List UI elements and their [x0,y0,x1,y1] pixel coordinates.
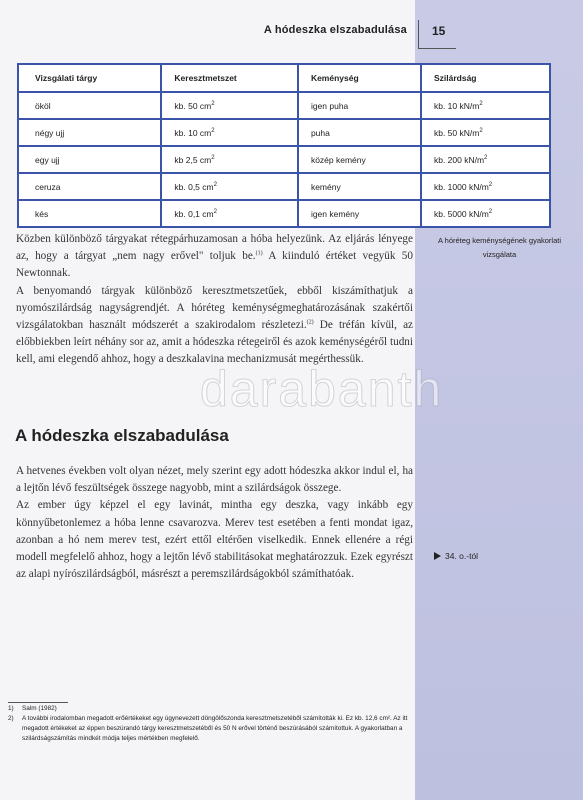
section-heading: A hódeszka elszabadulása [15,426,229,445]
footnote: 1) Salm (1982) [8,705,57,712]
cell-area: kb 2,5 $cm^2$ [161,146,298,173]
running-title: A hódeszka elszabadulása [263,24,407,36]
table-row [18,92,550,119]
cell-hardness: igen kemény [298,200,421,227]
cell-object: négy ujj [18,119,161,146]
footnote-divider [8,702,68,703]
page-number-underline [418,48,456,49]
cell-strength: kb. 50 $kN/m^2$ [421,119,550,146]
cell-object: egy ujj [18,146,161,173]
cell-strength: kb. 1000 $kN/m^2$ [421,173,550,200]
cell-object: kés [18,200,161,227]
sidebar-page-reference: 34. o.-tól [434,551,478,561]
footnote-ref-2: (2) [306,319,314,326]
table-row [18,119,550,146]
cell-area: kb. 10 $cm^2$ [161,119,298,146]
cell-object: ököl [18,92,161,119]
arrow-right-icon [434,552,441,560]
cell-hardness: kemény [298,173,421,200]
table-row [18,200,550,227]
section-paragraph: A hetvenes években volt olyan nézet, mely szerint egy adott hódeszka akkor indul el, ha a lejtőn lévő feszültségek összege nagyobb, mint a szilárdságok összege. Az ember úgy képzel el egy lavinát, mintha egy deszka, vagy inkább egy könnyűbetonlemez a hóba lenne csavarozva. Merev test esetében a fenti mondat igaz, azonban a hó nem merev test, ezért ettől eltérően viselkedik. Ennek ellenére a régi modell megfelelő ahhoz, hogy a lejtőn lévő stabilitásokat meghatározzuk. Ezek egyrészt az alapi nyírószilárdságból, másrészt a peremszilárdságokból számíthatóak. [16,465,413,581]
cell-area: kb. 50 $cm^2$ [161,92,298,119]
footnote: 2) A további irodalomban megadott erőértékeket egy úgynevezett döngölőszonda keresztmetszetéből számították ki. Ez kb. 12,6 cm². Az itt megadott értékeket az éppen beszúrandó tárgy keresztmetszetéből és 50 N erővel történő beszúrásából számítottuk. A gyakorlatban a szilárdságszámítás mindkét módja teljes mértékben megfelelő. [8,715,408,742]
table-row [18,146,550,173]
cell-strength: kb. 10 $kN/m^2$ [421,92,550,119]
table-header-row [18,64,550,92]
col-header-object: Vizsgálati tárgy [18,64,161,92]
footnote-ref-1: (1) [255,250,263,257]
cell-hardness: igen puha [298,92,421,119]
cell-strength: kb. 5000 $kN/m^2$ [421,200,550,227]
cell-hardness: puha [298,119,421,146]
table-row [18,173,550,200]
watermark: darabanth [200,361,444,417]
intro-paragraph: Közben különböző tárgyakat rétegpárhuzamosan a hóba helyezünk. Az eljárás lényege az, hogy a tárgyat „nem nagy erővel" toljuk be.$^{(1)}$ A kiinduló értéket vegyük 50 Newtonnak. A benyomandó tárgyak különböző keresztmetszetűek, ebből kiszámíthatjuk a nyomószilárdság nagyságrendjét. A hóréteg keménységmeghatározásának szakértői vizsgálatokban használt módszerét a szakirodalom részletezi.$^{(2)}$ De tréfán kívül, az előbbiekben leírt néhány sor az, amit a hódeszka rétegeiről és azok keménységéről tudni kell, ami elegendő ahhoz, hogy a deszkalavina mechanizmusát megérthessük. [16,233,414,366]
col-header-strength: Szilárdság [421,64,550,92]
cell-strength: kb. 200 $kN/m^2$ [421,146,550,173]
cell-hardness: közép kemény [298,146,421,173]
footnotes [8,704,413,744]
hardness-table [17,63,551,228]
cell-object: ceruza [18,173,161,200]
col-header-area: Keresztmetszet [161,64,298,92]
sidebar-note: A hóréteg keménységének gyakorlati vizsgálata [438,236,561,259]
running-header [0,22,583,42]
page-number: 15 [432,24,446,38]
cell-area: kb. 0,1 $cm^2$ [161,200,298,227]
cell-area: kb. 0,5 $cm^2$ [161,173,298,200]
header-divider [418,20,419,48]
col-header-hardness: Keménység [298,64,421,92]
